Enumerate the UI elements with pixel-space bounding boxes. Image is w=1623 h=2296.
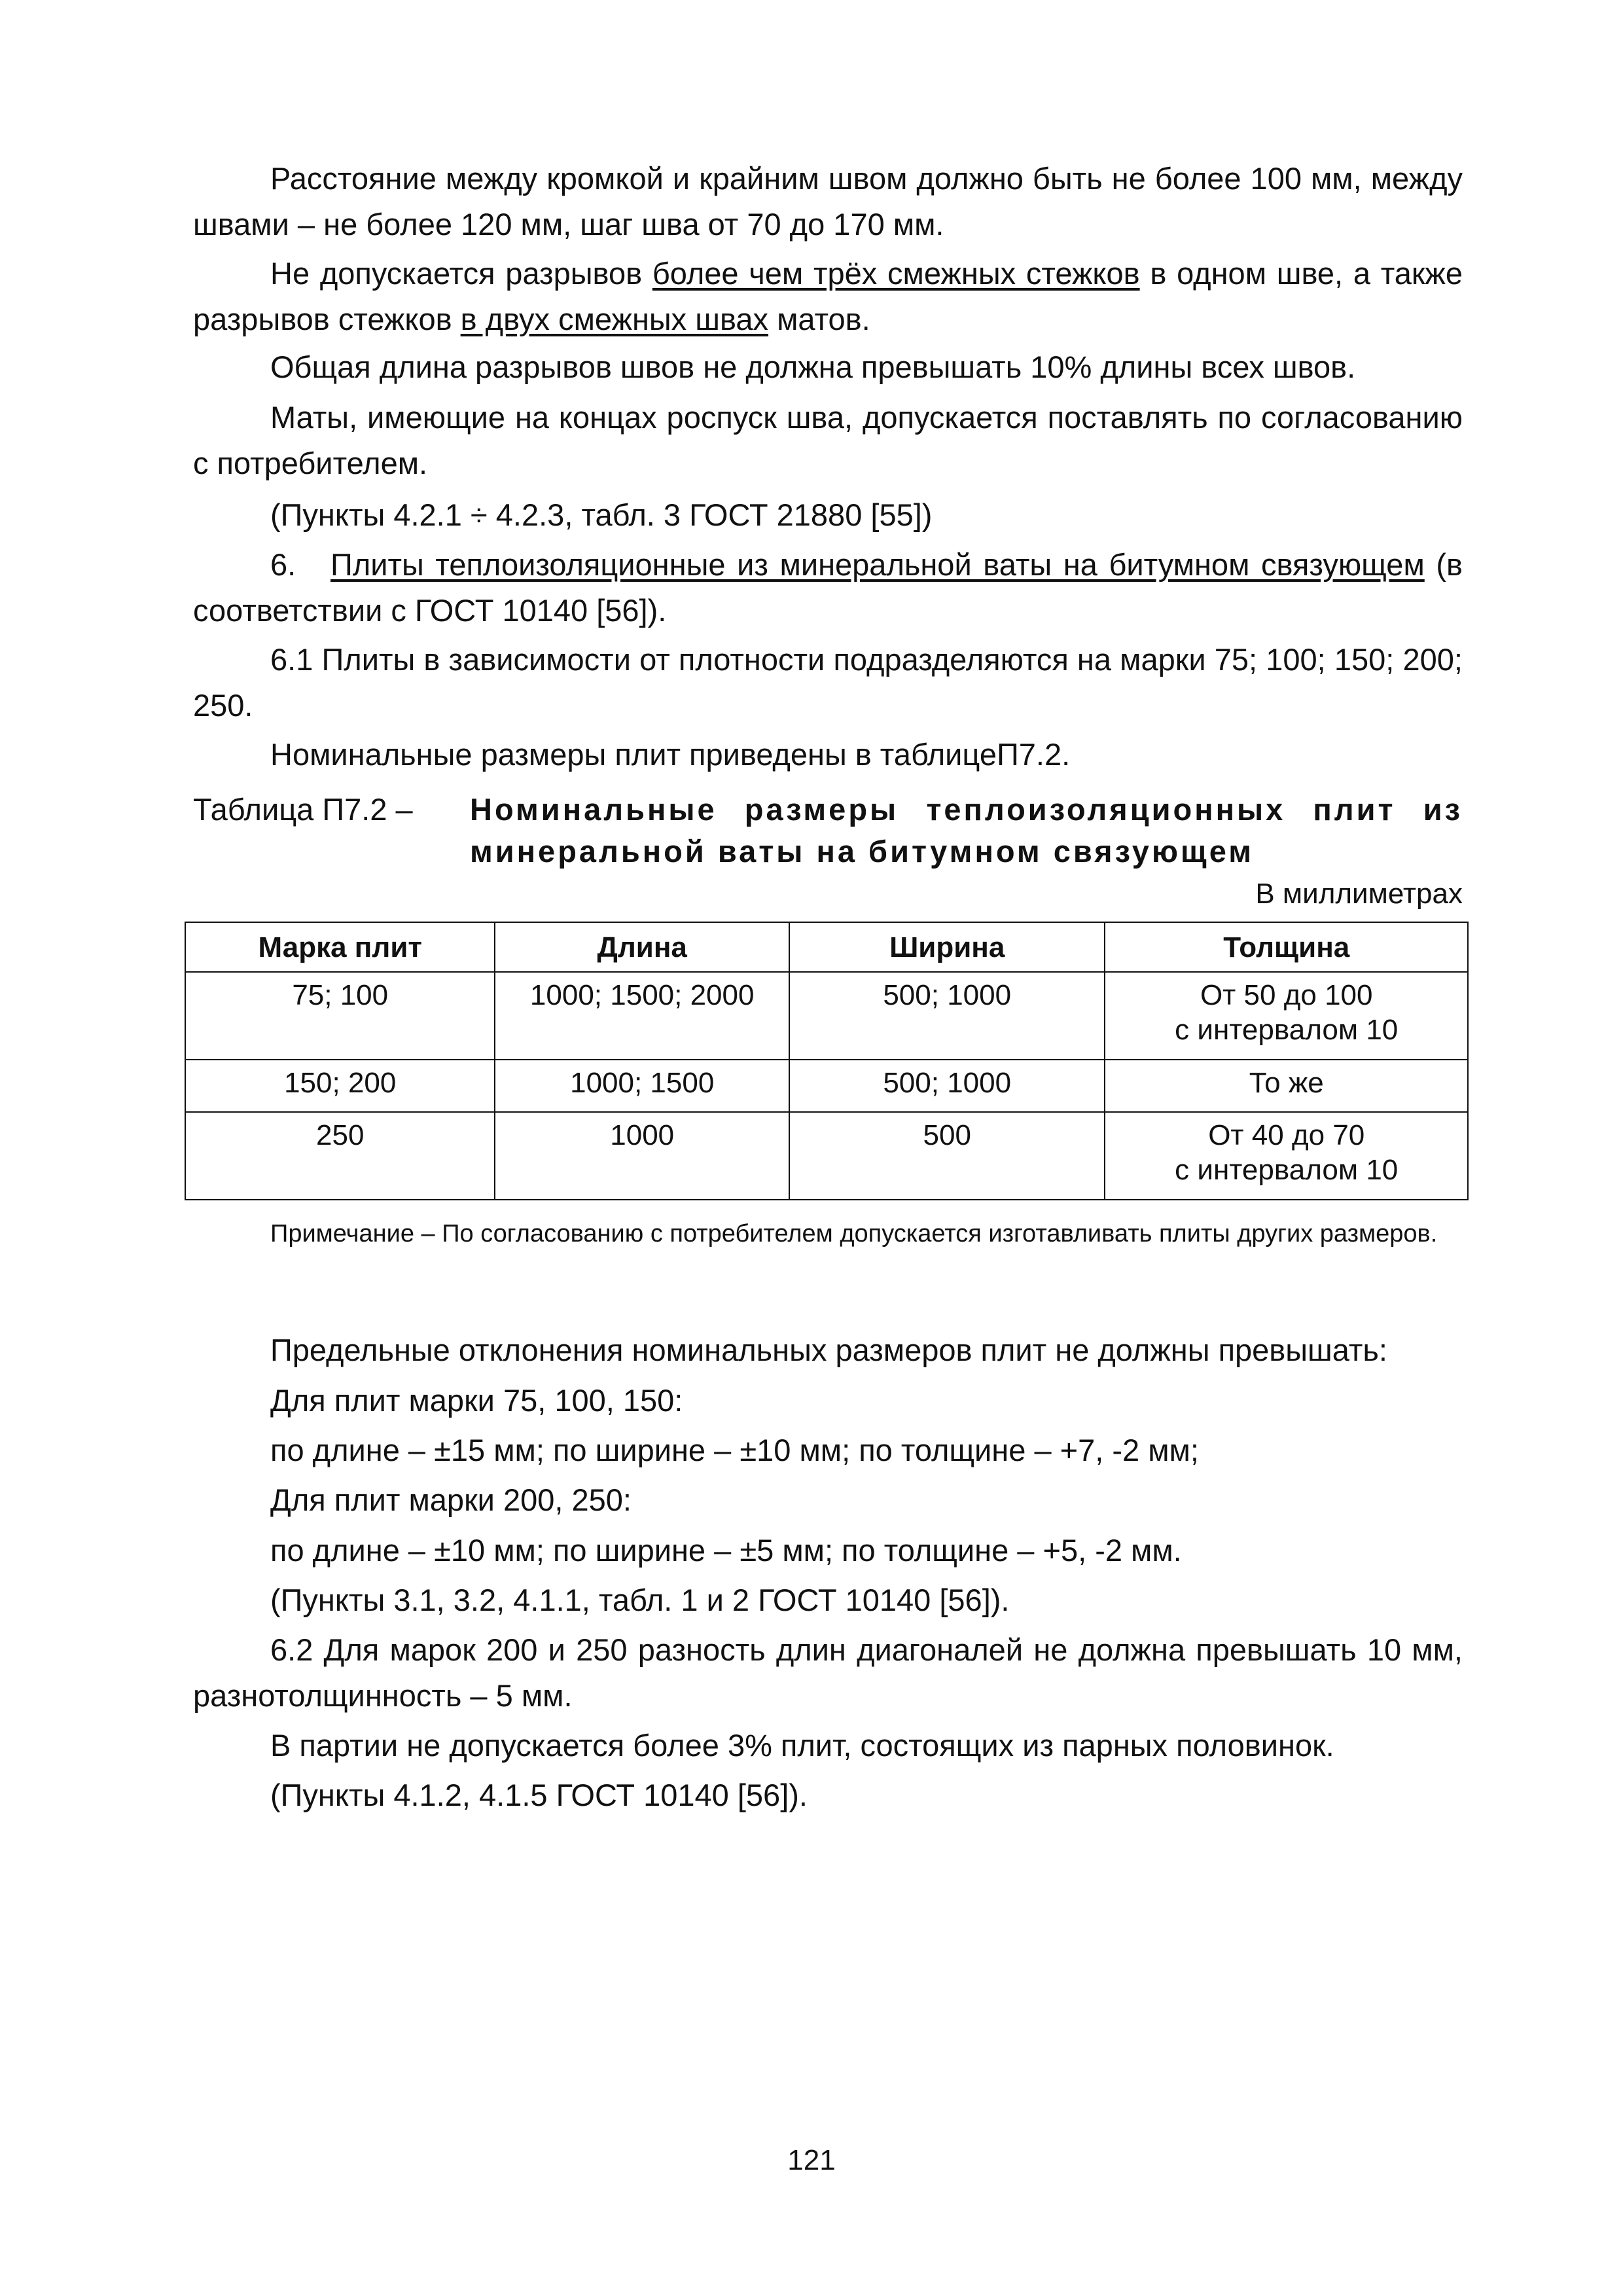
table-cell: 500; 1000 xyxy=(789,1060,1105,1112)
paragraph-reference-10140-a: (Пункты 3.1, 3.2, 4.1.1, табл. 1 и 2 ГОСТ 10140 [56]). xyxy=(270,1583,1010,1617)
paragraph-6-2: 6.2 Для марок 200 и 250 разность длин диагоналей не должна превышать 10 мм, разнотолщинность – 5 мм. xyxy=(193,1632,1463,1713)
table-title-line: минеральной ваты на битумном связующем xyxy=(470,834,1255,869)
paragraph-6-1: 6.1 Плиты в зависимости от плотности подразделяются на марки 75; 100; 150; 200; 250. xyxy=(193,642,1463,723)
cell-line: с интервалом 10 xyxy=(1175,1154,1399,1186)
table-row xyxy=(185,1060,1468,1112)
paragraph-tolerances: Предельные отклонения номинальных размеров плит не должны превышать: xyxy=(270,1333,1387,1367)
table-note: Примечание – По согласованию с потребителем допускается изготавливать плиты других размеров. xyxy=(270,1220,1438,1247)
section-heading-underlined: Плиты теплоизоляционные из минеральной ваты на битумном связующем xyxy=(330,547,1425,582)
paragraph-section-6 xyxy=(193,542,1463,634)
cell-line: От 40 до 70 xyxy=(1208,1119,1365,1151)
text-segment: матов. xyxy=(768,302,870,336)
paragraph-reference-10140-b: (Пункты 4.1.2, 4.1.5 ГОСТ 10140 [56]). xyxy=(270,1778,808,1812)
table-cell: 75; 100 xyxy=(185,972,495,1060)
paragraph-table-reference: Номинальные размеры плит приведены в таблицеП7.2. xyxy=(270,737,1071,772)
table-cell: 250 xyxy=(185,1112,495,1200)
paragraph-grades-200-250: Для плит марки 200, 250: xyxy=(270,1482,632,1517)
column-header: Длина xyxy=(495,922,789,972)
cell-line: То же xyxy=(1249,1067,1324,1099)
paragraph-tolerance-values-1: по длине – ±15 мм; по ширине – ±10 мм; по толщине – +7, -2 мм; xyxy=(270,1433,1199,1467)
paragraph-total-break-length: Общая длина разрывов швов не должна превышать 10% длины всех швов. xyxy=(270,350,1356,384)
table-cell: 1000; 1500; 2000 xyxy=(495,972,789,1060)
paragraph-seam-distance: Расстояние между кромкой и крайним швом должно быть не более 100 мм, между швами – не более 120 мм, шаг шва от 70 до 170 мм. xyxy=(193,161,1463,242)
table-row xyxy=(185,1112,1468,1200)
text-segment: в одном шве, а также разрывов стежков xyxy=(193,256,1463,336)
paragraph-reference-21880: (Пункты 4.2.1 ÷ 4.2.3, табл. 3 ГОСТ 21880 [55]) xyxy=(270,497,933,532)
table-header-row xyxy=(185,922,1468,972)
paragraph-tolerance-values-2: по длине – ±10 мм; по ширине – ±5 мм; по толщине – +5, -2 мм. xyxy=(270,1533,1182,1568)
table-units: В миллиметрах xyxy=(1255,878,1463,910)
cell-line: с интервалом 10 xyxy=(1175,1014,1399,1046)
paragraph-mats-unravel: Маты, имеющие на концах роспуск шва, допускается поставлять по согласованию с потребителем. xyxy=(193,400,1463,480)
text-segment: (в соответствии с ГОСТ 10140 [56]). xyxy=(193,547,1463,628)
table-cell xyxy=(1105,972,1468,1060)
column-header: Толщина xyxy=(1105,922,1468,972)
paragraph-grades-75-150: Для плит марки 75, 100, 150: xyxy=(270,1383,683,1418)
table-cell xyxy=(1105,1112,1468,1200)
table-row xyxy=(185,972,1468,1060)
section-number: 6. xyxy=(270,547,296,582)
table-cell: 1000 xyxy=(495,1112,789,1200)
column-header: Марка плит xyxy=(185,922,495,972)
cell-line: От 50 до 100 xyxy=(1200,979,1373,1011)
text-segment: Не допускается разрывов xyxy=(270,256,652,291)
table-cell: 1000; 1500 xyxy=(495,1060,789,1112)
table-cell xyxy=(1105,1060,1468,1112)
underlined-phrase: в двух смежных швах xyxy=(460,302,769,336)
page-number: 121 xyxy=(787,2144,836,2176)
paragraph-stitch-breaks xyxy=(193,251,1463,342)
table-cell: 500; 1000 xyxy=(789,972,1105,1060)
table-title-line: Номинальные размеры теплоизоляционных плит из xyxy=(470,792,1463,827)
underlined-phrase: более чем трёх смежных стежков xyxy=(652,256,1140,291)
paragraph-half-plates: В партии не допускается более 3% плит, состоящих из парных половинок. xyxy=(270,1728,1334,1763)
column-header: Ширина xyxy=(789,922,1105,972)
table-cell: 150; 200 xyxy=(185,1060,495,1112)
table-cell: 500 xyxy=(789,1112,1105,1200)
table-caption-title xyxy=(470,789,1463,872)
dimensions-table xyxy=(185,922,1469,1200)
table-caption-label: Таблица П7.2 – xyxy=(193,792,413,827)
